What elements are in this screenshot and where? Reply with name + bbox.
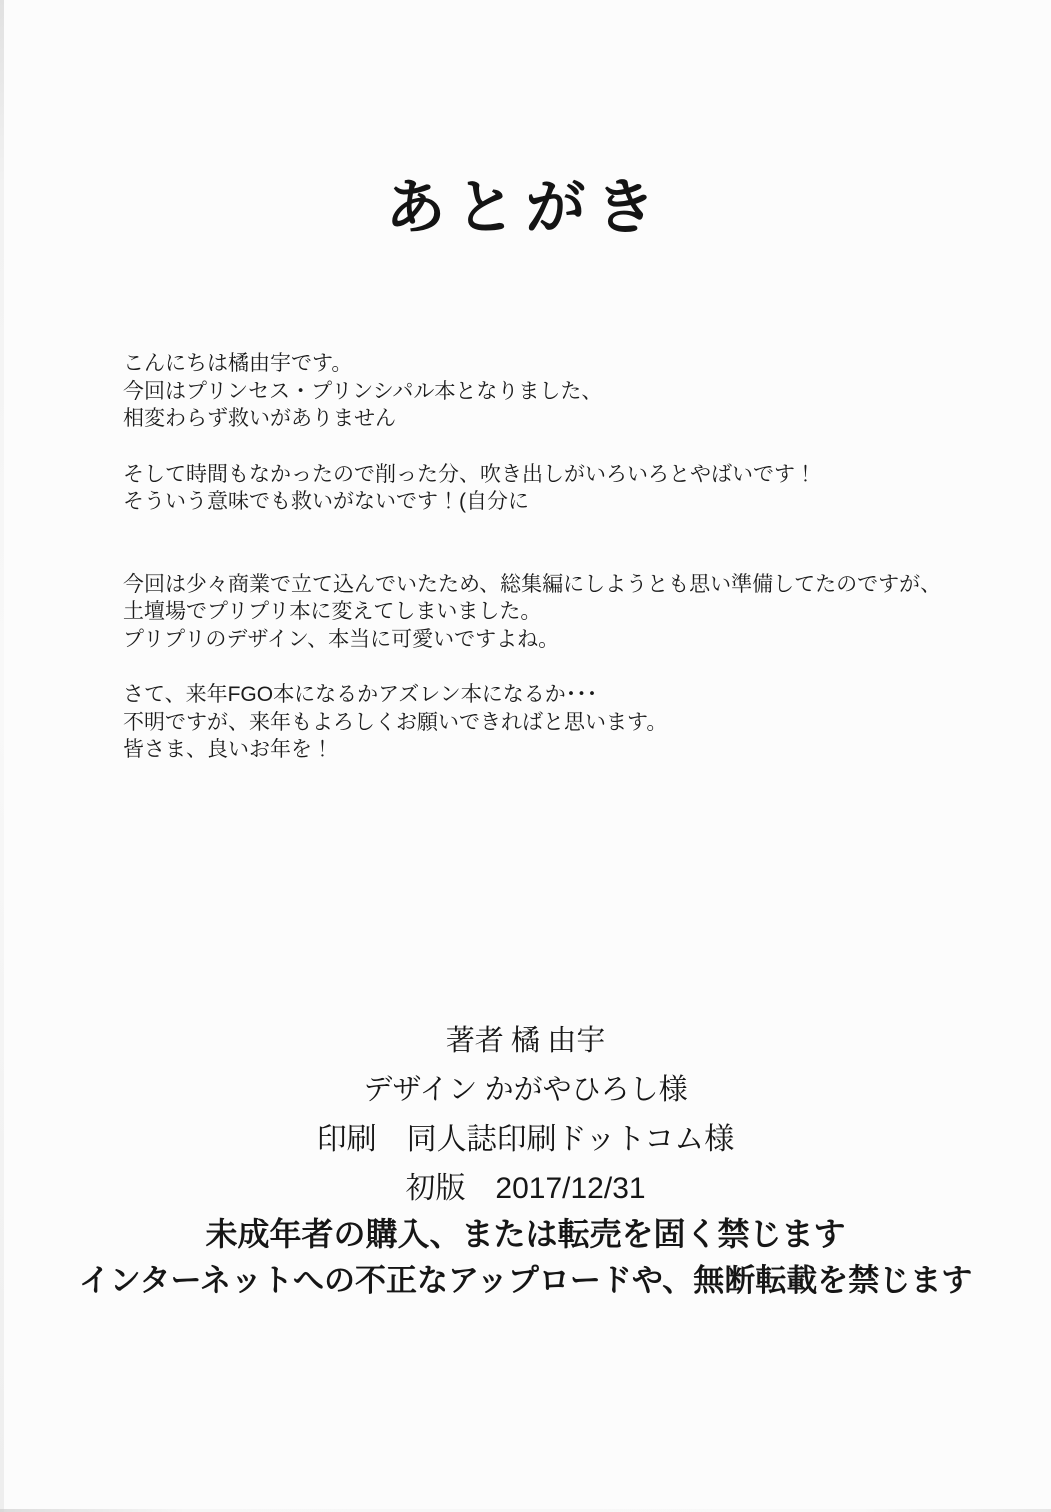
body-line: 皆さま、良いお年を！ (123, 738, 333, 761)
colophon-designer: デザイン かがやひろし様 (363, 1074, 688, 1106)
body-line: そういう意味でも救いがないです！(自分に (123, 490, 529, 513)
body-line: 不明ですが、来年もよろしくお願いできればと思います。 (123, 710, 668, 734)
colophon-first-edition-date: 初版 2017/12/31 (405, 1172, 646, 1205)
body-line: プリプリのデザイン、本当に可愛いですよね。 (123, 627, 560, 651)
body-paragraph (123, 461, 941, 516)
body-paragraph (123, 350, 941, 433)
page-title: あとがき (385, 175, 666, 241)
body-line: そして時間もなかったので削った分、吹き出しがいろいろとやばいです！ (123, 462, 816, 486)
body-line: 土壇場でプリプリ本に変えてしまいました。 (123, 600, 542, 623)
colophon-upload-notice: インターネットへの不正なアップロードや、無断転載を禁じます (78, 1263, 973, 1298)
body-line: こんにちは橘由宇です。 (123, 352, 353, 375)
colophon-resale-notice: 未成年者の購入、または転売を固く禁じます (205, 1216, 846, 1252)
body-line: 今回は少々商業で立て込んでいたため、総集編にしようとも思い準備してたのですが、 (123, 572, 942, 596)
body-paragraph (123, 681, 941, 764)
colophon-printer: 印刷 同人誌印刷ドットコム様 (316, 1123, 735, 1156)
body-paragraph (123, 571, 941, 654)
colophon-author: 著者 橘 由宇 (445, 1025, 606, 1057)
colophon (0, 1015, 1051, 1304)
afterword-body (123, 350, 941, 764)
body-line: 今回はプリンセス・プリンシパル本となりました、 (123, 379, 603, 403)
body-line: さて、来年FGO本になるかアズレン本になるか･･･ (123, 683, 598, 706)
body-line: 相変わらず救いがありません (123, 407, 396, 430)
